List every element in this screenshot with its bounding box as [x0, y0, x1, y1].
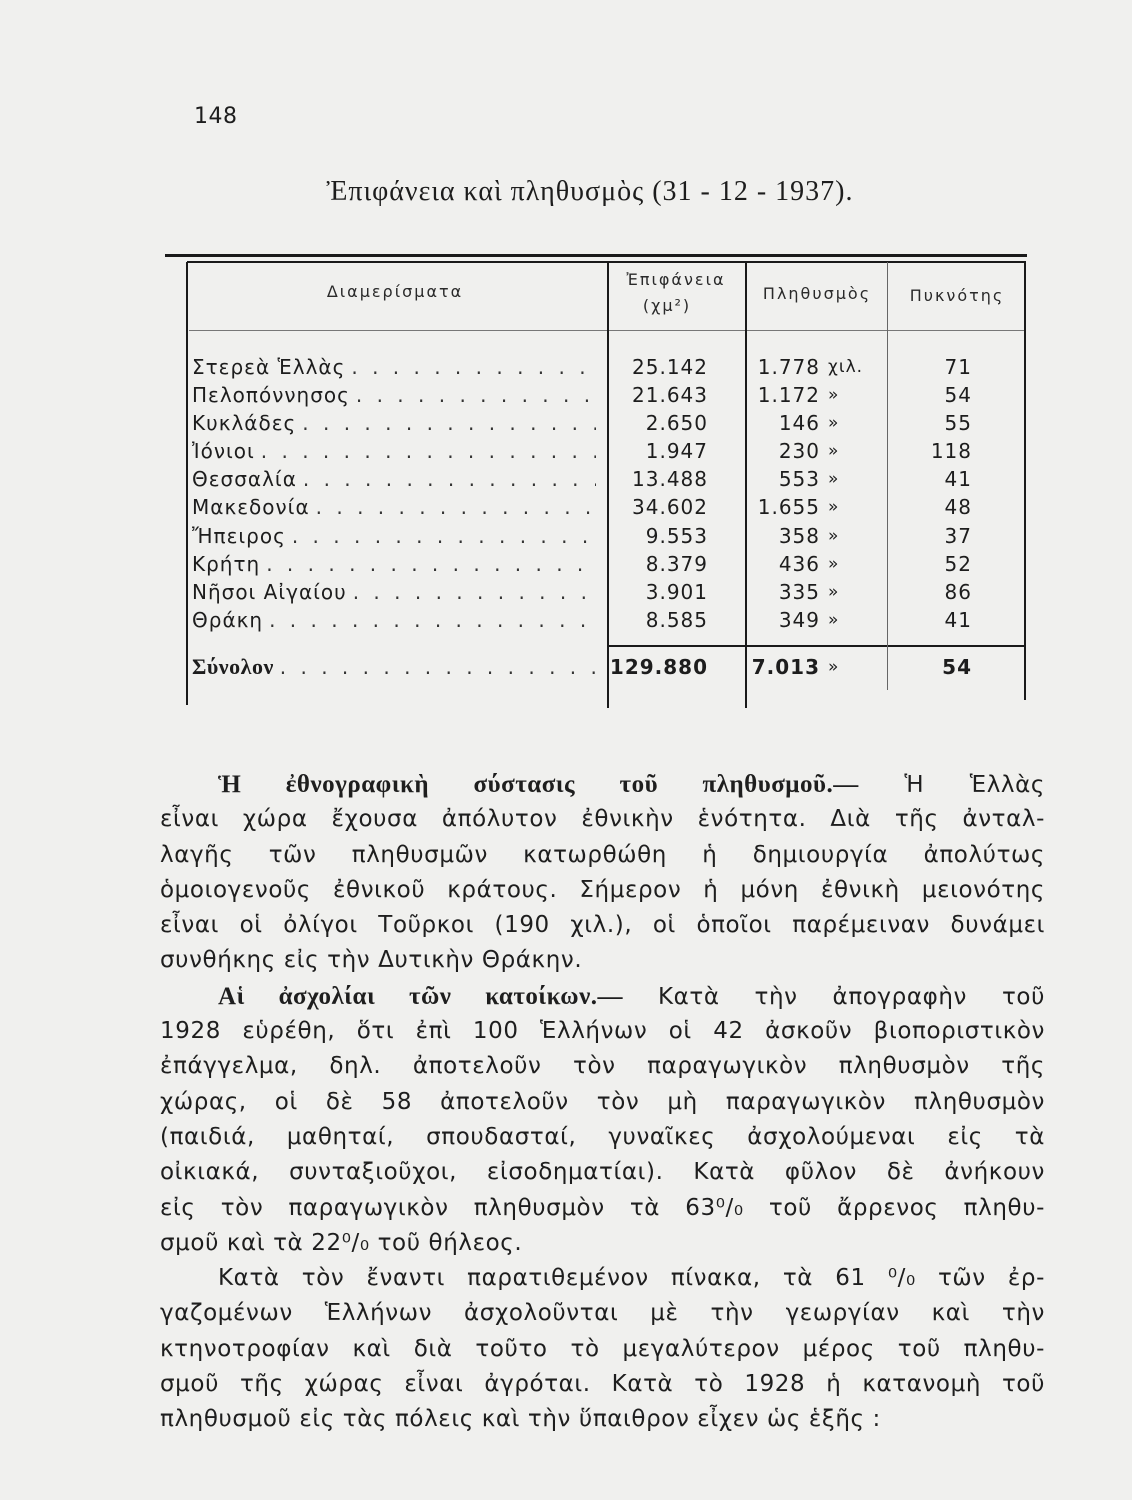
density-cell: 41: [944, 467, 972, 491]
dot-leader: [345, 353, 596, 381]
total-population: 7.013: [751, 655, 820, 679]
population-unit: »: [828, 526, 840, 546]
region-name: Κυκλάδες: [192, 411, 297, 435]
region-name: Πελοπόννησος: [192, 383, 350, 407]
population-unit: »: [828, 497, 840, 517]
area-cell: 2.650: [645, 411, 708, 435]
region-name: Ἰόνιοι: [192, 439, 255, 463]
header-region: Διαμερίσματα: [326, 282, 464, 301]
population-cell: 553: [778, 467, 820, 491]
table-row: [0, 578, 1132, 606]
density-cell: 55: [944, 411, 972, 435]
total-area: 129.880: [609, 655, 708, 679]
body-text: [160, 767, 1045, 1438]
region-cell: [192, 409, 596, 437]
population-cell: 358: [778, 524, 820, 548]
table-row: [0, 437, 1132, 465]
text-line: (παιδιά, μαθηταί, σπουδασταί, γυναῖκες ἀσχολούμεναι εἰς τὰ: [160, 1123, 1045, 1150]
total-label-cell: [192, 653, 596, 681]
population-unit: »: [828, 554, 840, 574]
population-cell: 335: [778, 580, 820, 604]
page-number: 148: [194, 104, 238, 129]
area-cell: 9.553: [645, 524, 708, 548]
dot-leader: [310, 493, 596, 521]
text-line: εἶναι οἱ ὀλίγοι Τοῦρκοι (190 χιλ.), οἱ ὁποῖοι παρέμειναν δυνάμει: [160, 912, 1045, 939]
population-unit: »: [828, 385, 840, 405]
region-cell: [192, 606, 596, 634]
region-cell: [192, 522, 596, 550]
area-cell: 34.602: [632, 495, 708, 519]
population-unit: »: [828, 469, 840, 489]
text-line: κτηνοτροφίαν καὶ διὰ τοῦτο τὸ μεγαλύτερον μέρος τοῦ πληθυ-: [160, 1335, 1045, 1362]
density-cell: 71: [944, 355, 972, 379]
region-name: Ἤπειρος: [192, 524, 286, 548]
region-cell: [192, 578, 596, 606]
dot-leader: [263, 606, 596, 634]
text-line: πληθυσμοῦ εἰς τὰς πόλεις καὶ τὴν ὕπαιθρον εἶχεν ὡς ἑξῆς :: [160, 1406, 881, 1433]
region-name: Θεσσαλία: [192, 467, 297, 491]
density-cell: 54: [944, 383, 972, 407]
region-cell: [192, 437, 596, 465]
density-cell: 37: [944, 524, 972, 548]
density-cell: 52: [944, 552, 972, 576]
dot-leader: [274, 653, 596, 681]
density-cell: 118: [930, 439, 972, 463]
population-cell: 1.172: [757, 383, 820, 407]
table-row: [0, 381, 1132, 409]
dot-leader: [347, 578, 596, 606]
table-row: [0, 606, 1132, 634]
population-cell: 230: [778, 439, 820, 463]
table-row: [0, 550, 1132, 578]
text-line: λαγῆς τῶν πληθυσμῶν κατωρθώθη ἡ δημιουργία ἀπολύτως: [160, 841, 1045, 868]
region-name: Θράκη: [192, 608, 264, 632]
area-cell: 8.379: [645, 552, 708, 576]
text-line: 1928 εὑρέθη, ὅτι ἐπὶ 100 Ἑλλήνων οἱ 42 ἀσκοῦν βιοποριστικὸν: [160, 1018, 1045, 1045]
region-cell: [192, 493, 596, 521]
text-line: συνθήκης εἰς τὴν Δυτικὴν Θράκην.: [160, 947, 583, 974]
region-cell: [192, 465, 596, 493]
section-heading: Ἡ ἐθνογραφικὴ σύστασις τοῦ πληθυσμοῦ.—: [218, 771, 859, 798]
header-area-unit: (χμ²): [642, 296, 692, 315]
population-unit: »: [828, 441, 840, 461]
text-line: [160, 767, 1045, 802]
table-row: [0, 493, 1132, 521]
density-cell: 86: [944, 580, 972, 604]
text-line: οἰκιακά, συνταξιοῦχοι, εἰσοδηματίαι). Κατὰ φῦλον δὲ ἀνήκουν: [160, 1159, 1045, 1186]
total-label: Σύνολον: [192, 654, 274, 679]
area-cell: 25.142: [632, 355, 708, 379]
dot-leader: [297, 465, 596, 493]
population-unit: χιλ.: [828, 357, 864, 377]
line-text: Ἡ Ἑλλὰς: [904, 772, 1045, 798]
dot-leader: [255, 437, 596, 465]
area-cell: 3.901: [645, 580, 708, 604]
text-line: [160, 979, 1045, 1014]
header-density: Πυκνότης: [909, 286, 1005, 305]
population-unit: »: [828, 413, 840, 433]
population-cell: 1.778: [757, 355, 820, 379]
region-name: Νῆσοι Αἰγαίου: [192, 580, 347, 604]
text-line: σμοῦ τῆς χώρας εἶναι ἀγρόται. Κατὰ τὸ 1928 ἡ κατανομὴ τοῦ: [160, 1371, 1045, 1398]
region-name: Κρήτη: [192, 552, 261, 576]
area-cell: 13.488: [632, 467, 708, 491]
population-cell: 1.655: [757, 495, 820, 519]
total-density: 54: [942, 655, 972, 679]
region-name: Στερεὰ Ἑλλὰς: [192, 355, 346, 379]
area-cell: 1.947: [645, 439, 708, 463]
text-line: χώρας, οἱ δὲ 58 ἀποτελοῦν τὸν μὴ παραγωγικὸν πληθυσμὸν: [160, 1088, 1045, 1115]
region-cell: [192, 353, 596, 381]
header-area: Ἐπιφάνεια: [626, 270, 726, 289]
text-line: ὁμοιογενοῦς ἐθνικοῦ κράτους. Σήμερον ἡ μόνη ἐθνικὴ μειονότης: [160, 876, 1045, 903]
total-population-unit: »: [828, 657, 840, 677]
table-total-row: [0, 653, 1132, 681]
text-line: γαζομένων Ἑλλήνων ἀσχολοῦνται μὲ τὴν γεωργίαν καὶ τὴν: [160, 1300, 1045, 1327]
region-name: Μακεδονία: [192, 495, 310, 519]
population-cell: 146: [778, 411, 820, 435]
text-line: σμοῦ καὶ τὰ 22⁰/₀ τοῦ θήλεος.: [160, 1229, 523, 1256]
dot-leader: [296, 409, 596, 437]
area-cell: 8.585: [645, 608, 708, 632]
area-cell: 21.643: [632, 383, 708, 407]
population-unit: »: [828, 582, 840, 602]
region-cell: [192, 381, 596, 409]
header-population: Πληθυσμὸς: [762, 284, 872, 303]
density-cell: 41: [944, 608, 972, 632]
table-title: Ἐπιφάνεια καὶ πληθυσμὸς (31 - 12 - 1937).: [326, 176, 854, 207]
dot-leader: [350, 381, 596, 409]
total-divider: [608, 645, 1024, 647]
dot-leader: [260, 550, 596, 578]
section-heading: Αἱ ἀσχολίαι τῶν κατοίκων.—: [218, 982, 623, 1010]
dot-leader: [286, 522, 596, 550]
text-line: Κατὰ τὸν ἔναντι παρατιθεμένον πίνακα, τὰ 61 ⁰/₀ τῶν ἐρ-: [218, 1265, 1045, 1292]
table-top-rule: [165, 254, 1027, 257]
line-text: Κατὰ τὴν ἀπογραφὴν τοῦ: [657, 983, 1045, 1010]
population-cell: 349: [778, 608, 820, 632]
text-line: ἐπάγγελμα, δηλ. ἀποτελοῦν τὸν παραγωγικὸν πληθυσμὸν τῆς: [160, 1053, 1045, 1080]
density-cell: 48: [944, 495, 972, 519]
table-row: [0, 353, 1132, 381]
population-cell: 436: [778, 552, 820, 576]
region-cell: [192, 550, 596, 578]
table-row: [0, 465, 1132, 493]
text-line: εἶναι χώρα ἔχουσα ἀπόλυτον ἐθνικὴν ἑνότητα. Διὰ τῆς ἀνταλ-: [160, 806, 1045, 833]
table-row: [0, 522, 1132, 550]
population-unit: »: [828, 610, 840, 630]
text-line: εἰς τὸν παραγωγικὸν πληθυσμὸν τὰ 63⁰/₀ τοῦ ἄρρενος πληθυ-: [160, 1194, 1045, 1221]
table-row: [0, 409, 1132, 437]
